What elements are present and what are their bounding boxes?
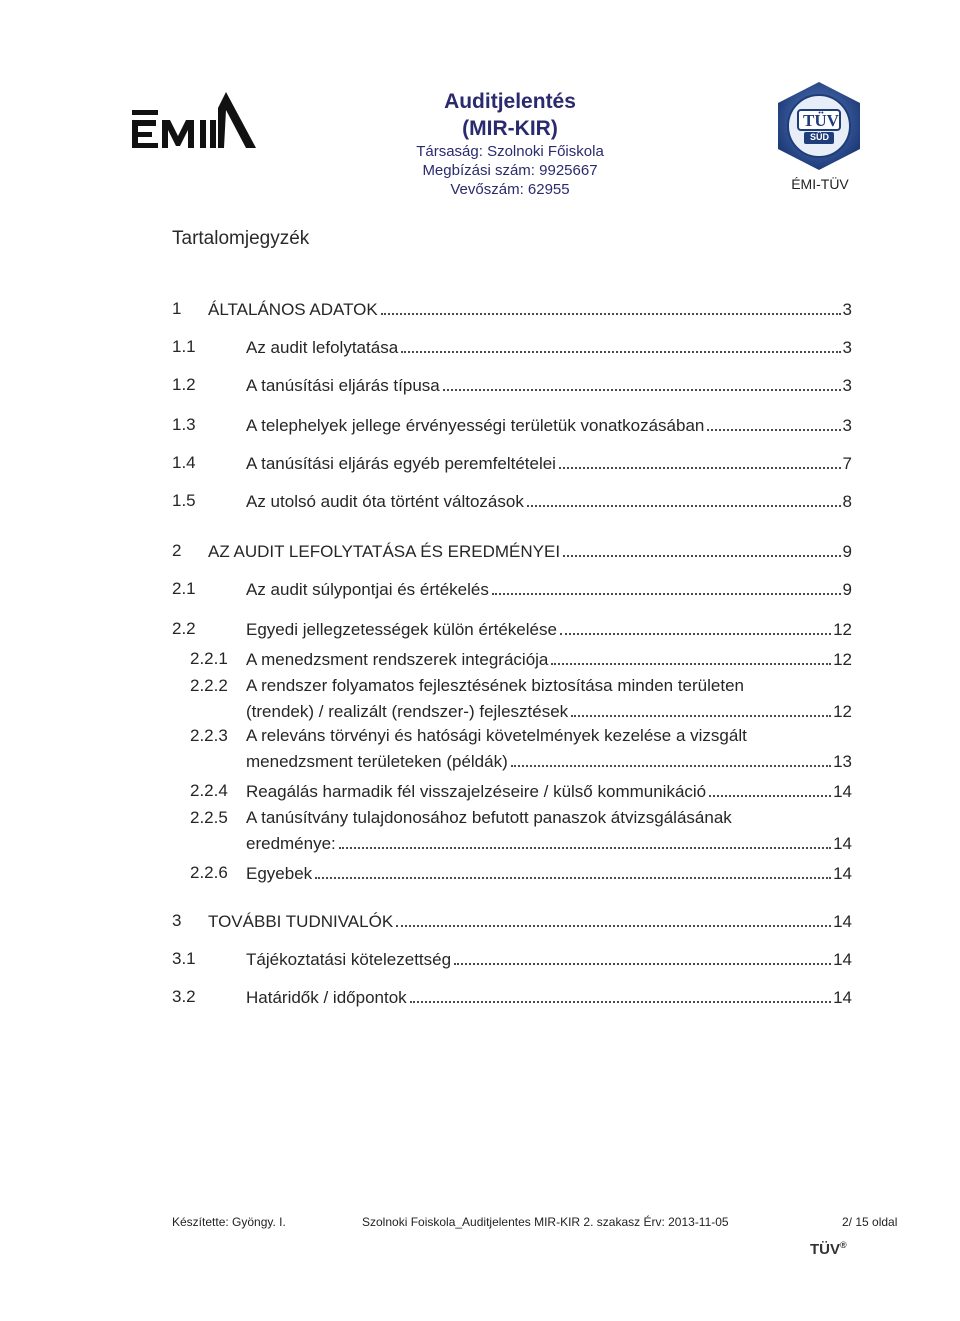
registered-mark: ® bbox=[840, 1240, 847, 1250]
toc-entry[interactable] bbox=[172, 490, 852, 512]
toc-leader-dots bbox=[396, 910, 831, 927]
toc-entry-number: 2.2.4 bbox=[190, 781, 228, 800]
toc-entry-title-line1: A tanúsítvány tulajdonosához befutott panaszok átvizsgálásának bbox=[246, 808, 732, 827]
toc-leader-dots bbox=[707, 414, 840, 431]
toc-entry-number: 3 bbox=[172, 911, 182, 930]
toc-entry-number: 1.4 bbox=[172, 453, 196, 472]
toc-entry-title: Reagálás harmadik fél visszajelzéseire / külső kommunikáció bbox=[246, 782, 707, 801]
toc-entry[interactable] bbox=[190, 676, 852, 722]
toc-entry-page: 3 bbox=[842, 416, 852, 435]
toc-entry-number: 3.2 bbox=[172, 987, 196, 1006]
toc-entry-page: 9 bbox=[842, 542, 852, 561]
toc-entry-page: 8 bbox=[842, 492, 852, 511]
toc-leader-dots bbox=[527, 490, 841, 507]
toc-leader-dots bbox=[401, 336, 840, 353]
toc-entry-number: 1.2 bbox=[172, 375, 196, 394]
company-line: Társaság: Szolnoki Főiskola bbox=[416, 143, 604, 160]
toc-entry-title: Az utolsó audit óta történt változások bbox=[246, 492, 524, 511]
toc-entry-number: 1.3 bbox=[172, 415, 196, 434]
toc-entry[interactable] bbox=[190, 808, 852, 854]
toc-entry-number: 3.1 bbox=[172, 949, 196, 968]
sud-logo-text: SÜD bbox=[810, 132, 830, 142]
toc-entry-title: menedzsment területeken (példák) bbox=[246, 752, 508, 771]
toc-entry-number: 2 bbox=[172, 541, 182, 560]
footer-file-info: Szolnoki Foiskola_Auditjelentes MIR-KIR 2. szakasz Érv: 2013-11-05 bbox=[362, 1215, 729, 1229]
toc-leader-dots bbox=[443, 374, 841, 391]
toc-entry-number: 2.2.1 bbox=[190, 649, 228, 668]
toc-entry[interactable] bbox=[172, 336, 852, 358]
document-header bbox=[360, 88, 660, 199]
toc-leader-dots bbox=[454, 948, 831, 965]
toc-entry-number: 2.2.5 bbox=[190, 808, 228, 827]
order-number-line: Megbízási szám: 9925667 bbox=[422, 162, 598, 179]
toc-entry-title: Határidők / időpontok bbox=[246, 988, 407, 1007]
toc-entry[interactable] bbox=[190, 648, 852, 670]
tuv-sud-logo bbox=[774, 80, 864, 172]
toc-entry[interactable] bbox=[190, 780, 852, 802]
toc-entry-number: 2.2.6 bbox=[190, 863, 228, 882]
toc-entry[interactable] bbox=[190, 726, 852, 772]
toc-entry[interactable] bbox=[172, 618, 852, 640]
toc-entry-title: Tájékoztatási kötelezettség bbox=[246, 950, 452, 969]
toc-entry-page: 3 bbox=[842, 300, 852, 319]
toc-entry-page: 14 bbox=[833, 864, 852, 883]
tuv-logo-caption: ÉMI-TÜV bbox=[791, 176, 849, 192]
toc-entry-title: AZ AUDIT LEFOLYTATÁSA ÉS EREDMÉNYEI bbox=[208, 542, 561, 561]
toc-heading: Tartalomjegyzék bbox=[172, 228, 310, 249]
toc-leader-dots bbox=[339, 832, 831, 849]
toc-entry[interactable] bbox=[190, 862, 852, 884]
toc-leader-dots bbox=[381, 298, 841, 315]
toc-leader-dots bbox=[560, 618, 831, 635]
toc-leader-dots bbox=[551, 648, 831, 665]
toc-entry-title: Az audit lefolytatása bbox=[246, 338, 399, 357]
toc-entry-page: 9 bbox=[842, 580, 852, 599]
toc-leader-dots bbox=[315, 862, 831, 879]
footer-prepared-by: Készítette: Gyöngy. I. bbox=[172, 1215, 286, 1229]
toc-entry[interactable] bbox=[172, 578, 852, 600]
emi-logo bbox=[128, 88, 258, 154]
customer-number-line: Vevőszám: 62955 bbox=[450, 181, 570, 198]
toc-entry-number: 1.5 bbox=[172, 491, 196, 510]
toc-leader-dots bbox=[571, 700, 831, 717]
toc-entry-page: 12 bbox=[833, 650, 852, 669]
toc-entry[interactable] bbox=[172, 540, 852, 562]
toc-entry-title: Egyebek bbox=[246, 864, 313, 883]
toc-entry[interactable] bbox=[172, 298, 852, 320]
toc-entry-page: 14 bbox=[833, 782, 852, 801]
toc-entry-page: 12 bbox=[833, 620, 852, 639]
footer-page-number: 2/ 15 oldal bbox=[842, 1215, 898, 1229]
toc-entry-number: 2.1 bbox=[172, 579, 196, 598]
document-title: Auditjelentés bbox=[444, 90, 576, 113]
toc-entry[interactable] bbox=[172, 452, 852, 474]
toc-entry-title: (trendek) / realizált (rendszer-) fejlesztések bbox=[246, 702, 569, 721]
toc-entry-title: Az audit súlypontjai és értékelés bbox=[246, 580, 489, 599]
toc-entry-title-line1: A rendszer folyamatos fejlesztésének biztosítása minden területen bbox=[246, 676, 744, 695]
footer-tuv-text: TÜV bbox=[810, 1241, 840, 1258]
toc-entry-title: Egyedi jellegzetességek külön értékelése bbox=[246, 620, 557, 639]
toc-entry-page: 14 bbox=[833, 834, 852, 853]
toc-entry-page: 14 bbox=[833, 950, 852, 969]
toc-entry[interactable] bbox=[172, 986, 852, 1008]
toc-entry-title: A telephelyek jellege érvényességi területük vonatkozásában bbox=[246, 416, 705, 435]
toc-entry-page: 7 bbox=[842, 454, 852, 473]
toc-leader-dots bbox=[410, 986, 831, 1003]
toc-entry-number: 2.2 bbox=[172, 619, 196, 638]
toc-entry-page: 3 bbox=[842, 338, 852, 357]
toc-leader-dots bbox=[559, 452, 841, 469]
toc-leader-dots bbox=[511, 750, 831, 767]
toc-leader-dots bbox=[563, 540, 840, 557]
toc-entry-page: 14 bbox=[833, 988, 852, 1007]
toc-entry-title-line1: A releváns törvényi és hatósági követelmények kezelése a vizsgált bbox=[246, 726, 747, 745]
toc-entry-number: 1.1 bbox=[172, 337, 196, 356]
toc-entry-title: A menedzsment rendszerek integrációja bbox=[246, 650, 549, 669]
toc-leader-dots bbox=[492, 578, 841, 595]
toc-entry-title: A tanúsítási eljárás egyéb peremfeltételei bbox=[246, 454, 556, 473]
toc-entry[interactable] bbox=[172, 948, 852, 970]
toc-entry-page: 13 bbox=[833, 752, 852, 771]
toc-leader-dots bbox=[709, 780, 831, 797]
toc-entry-title: eredménye: bbox=[246, 834, 336, 853]
toc-entry[interactable] bbox=[172, 414, 852, 436]
document-subtitle: (MIR-KIR) bbox=[462, 117, 558, 140]
toc-entry-number: 2.2.3 bbox=[190, 726, 228, 745]
toc-entry-page: 14 bbox=[833, 912, 852, 931]
toc-entry-title: ÁLTALÁNOS ADATOK bbox=[208, 300, 378, 319]
toc-entry-page: 3 bbox=[842, 376, 852, 395]
footer-tuv-mark bbox=[810, 1240, 847, 1258]
toc-entry-number: 2.2.2 bbox=[190, 676, 228, 695]
toc-entry-title: A tanúsítási eljárás típusa bbox=[246, 376, 440, 395]
tuv-logo-text: TÜV bbox=[803, 111, 839, 130]
toc-entry-title: TOVÁBBI TUDNIVALÓK bbox=[208, 912, 394, 931]
toc-entry-page: 12 bbox=[833, 702, 852, 721]
toc-entry-number: 1 bbox=[172, 299, 182, 318]
toc-entry[interactable] bbox=[172, 910, 852, 932]
toc-entry[interactable] bbox=[172, 374, 852, 396]
